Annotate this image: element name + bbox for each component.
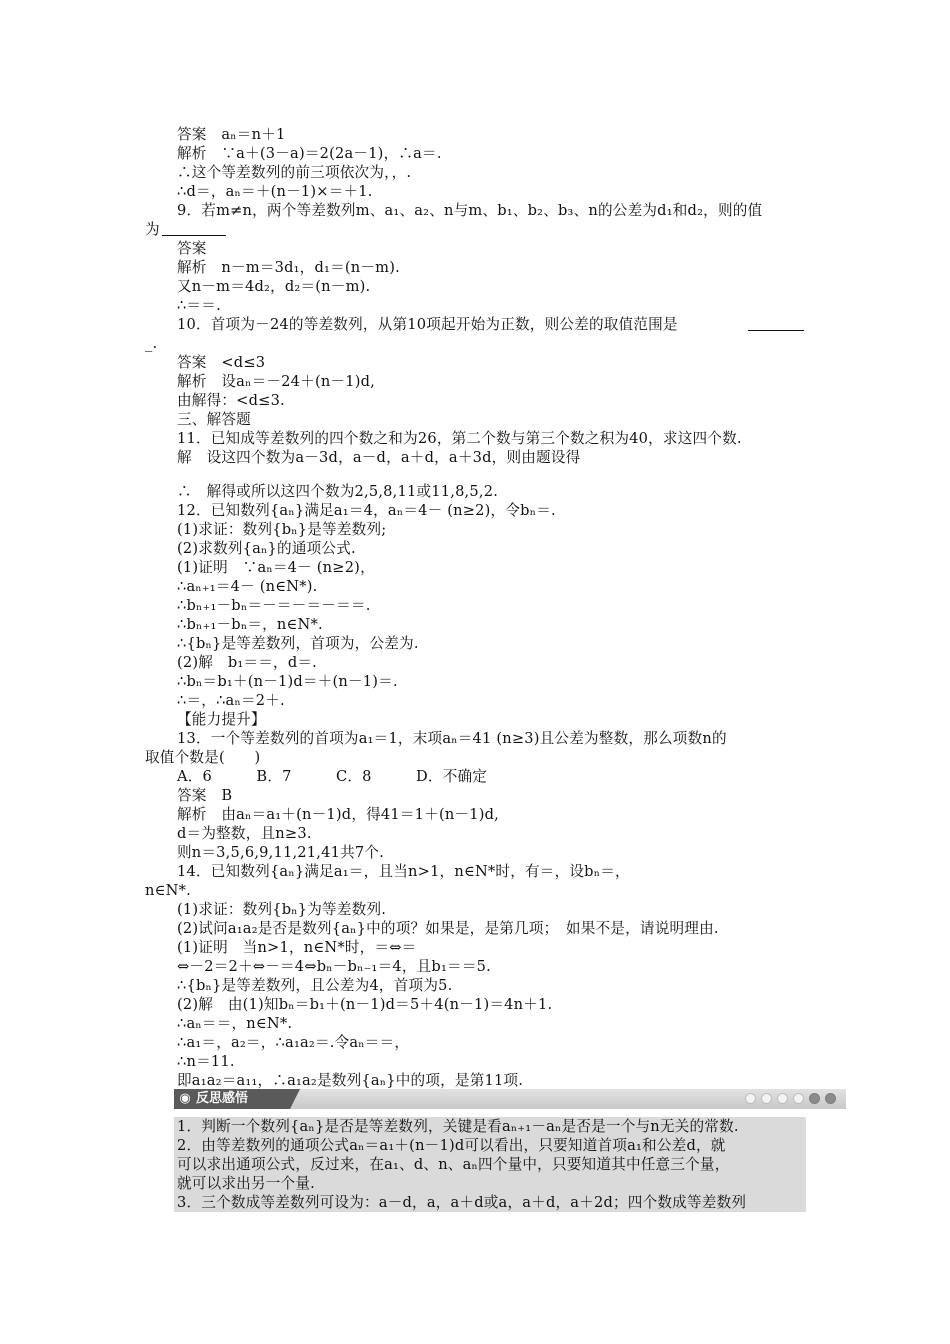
text-line-continuation: _. (145, 335, 158, 352)
text-line: 【能力提升】 (177, 711, 266, 728)
text-line: (2)求数列{aₙ}的通项公式. (177, 540, 356, 557)
text-line: 11．已知成等差数列的四个数之和为26，第二个数与第三个数之积为40，求这四个数. (177, 430, 742, 447)
dot-icon (809, 1093, 820, 1104)
text-line: (1)证明 ∵aₙ＝4－ (n≥2)， (177, 559, 375, 576)
text-line: 12．已知数列{aₙ}满足a₁＝4，aₙ＝4－ (n≥2)，令bₙ＝. (177, 502, 556, 519)
text-line: 14．已知数列{aₙ}满足a₁＝，且当n>1，n∈N*时，有＝，设bₙ＝， (177, 863, 630, 880)
text-line: (2)解 由(1)知bₙ＝b₁＋(n－1)d＝5＋4(n－1)＝4n＋1. (177, 996, 553, 1013)
text-line: ∴{bₙ}是等差数列，且公差为4，首项为5. (177, 977, 453, 994)
text-line: 答案 B (177, 787, 233, 804)
text-line: (1)求证：数列{bₙ}为等差数列. (177, 901, 387, 918)
text-line: 解析 ∵a＋(3－a)＝2(2a－1)，∴a＝. (177, 145, 442, 162)
text-line: ∴＝＝. (177, 297, 221, 314)
summary-line: 2．由等差数列的通项公式aₙ＝a₁＋(n－1)d可以看出，只要知道首项a₁和公差d，就 (177, 1137, 726, 1154)
text-line: 9．若m≠n，两个等差数列m、a₁、a₂、n与m、b₁、b₂、b₃、n的公差为d₁和d₂，则的值 (177, 202, 763, 219)
answer-blank (748, 330, 804, 331)
dot-icon (793, 1093, 804, 1104)
text-line: ∴ 解得或所以这四个数为2,5,8,11或11,8,5,2. (177, 483, 499, 500)
text-line: (1)求证：数列{bₙ}是等差数列; (177, 521, 387, 538)
text-line: ∴bₙ₊₁－bₙ＝－＝－＝－＝＝. (177, 597, 371, 614)
dot-icon (825, 1093, 836, 1104)
text-line: 又n－m＝4d₂，d₂＝(n－m). (177, 278, 371, 295)
dot-icon (745, 1093, 756, 1104)
text-line-continuation: 为 (145, 221, 160, 238)
section-header-bar (174, 1089, 846, 1109)
text-line: ∴aₙ＝＝，n∈N*. (177, 1015, 293, 1032)
text-line: 则n＝3,5,6,9,11,21,41共7个. (177, 844, 384, 861)
text-line: ∴n＝11. (177, 1053, 235, 1070)
summary-line: 3．三个数成等差数列可设为：a－d，a，a＋d或a，a＋d，a＋2d；四个数成等差数列 (177, 1194, 747, 1211)
summary-line: 可以求出通项公式，反过来，在a₁、d、n、aₙ四个量中，只要知道其中任意三个量， (177, 1156, 730, 1173)
text-line: ∴＝，∴aₙ＝2＋. (177, 692, 285, 709)
text-line: d＝为整数，且n≥3. (177, 825, 312, 842)
dot-icon (777, 1093, 788, 1104)
text-line: 13．一个等差数列的首项为a₁＝1，末项aₙ＝41 (n≥3)且公差为整数，那么项数n的 (177, 730, 727, 747)
text-line: A．6 B．7 C．8 D．不确定 (177, 768, 488, 785)
text-line: 答案 (177, 240, 207, 257)
text-line-continuation: n∈N*. (145, 882, 191, 899)
section-title: 反思感悟 (196, 1091, 249, 1106)
answer-blank (162, 235, 226, 236)
text-line: ∴aₙ₊₁＝4－ (n∈N*). (177, 578, 318, 595)
text-line: (2)试问a₁a₂是否是数列{aₙ}中的项？如果是，是第几项； 如果不是，请说明理由. (177, 920, 719, 937)
summary-line: 就可以求出另一个量. (177, 1175, 315, 1192)
text-line: (2)解 b₁＝＝，d＝. (177, 654, 318, 671)
text-line: 三、解答题 (177, 411, 251, 428)
text-line: 解析 由aₙ＝a₁＋(n－1)d，得41＝1＋(n－1)d, (177, 806, 500, 823)
text-line: 解 设这四个数为a－3d，a－d，a＋d，a＋3d，则由题设得 (177, 449, 581, 466)
dot-icon (761, 1093, 772, 1104)
text-line: ⇔－2＝2＋⇔－＝4⇔bₙ－bₙ₋₁＝4，且b₁＝＝5. (177, 958, 491, 975)
circle-bullet-icon: ◉ (179, 1091, 191, 1106)
text-line: 解析 n－m＝3d₁，d₁＝(n－m). (177, 259, 400, 276)
text-line: ∴{bₙ}是等差数列，首项为，公差为. (177, 635, 419, 652)
section-title-box (174, 1089, 290, 1109)
decorative-dots (745, 1093, 836, 1104)
text-line-continuation: 取值个数是( ) (145, 749, 261, 766)
text-line: ∴d＝，aₙ＝＋(n－1)×＝＋1. (177, 183, 373, 200)
text-line: ∴bₙ₊₁－bₙ＝，n∈N*. (177, 616, 323, 633)
text-line: 由解得：<d≤3. (177, 392, 285, 409)
text-line: 解析 设aₙ＝－24＋(n－1)d, (177, 373, 375, 390)
text-line: ∴这个等差数列的前三项依次为，，. (177, 164, 412, 181)
text-line: ∴bₙ＝b₁＋(n－1)d＝＋(n－1)＝. (177, 673, 398, 690)
text-line: 10．首项为－24的等差数列，从第10项起开始为正数，则公差的取值范围是 (177, 316, 678, 333)
text-line: 即a₁a₂＝a₁₁，∴a₁a₂是数列{aₙ}中的项，是第11项. (177, 1072, 524, 1089)
text-line: (1)证明 当n>1，n∈N*时，＝⇔＝ (177, 939, 417, 956)
summary-line: 1．判断一个数列{aₙ}是否是等差数列，关键是看aₙ₊₁－aₙ是否是一个与n无关的常数. (177, 1118, 739, 1135)
text-line: 答案 <d≤3 (177, 354, 266, 371)
text-line: ∴a₁＝，a₂＝，∴a₁a₂＝.令aₙ＝＝， (177, 1034, 410, 1051)
text-line: 答案 aₙ＝n＋1 (177, 126, 286, 143)
